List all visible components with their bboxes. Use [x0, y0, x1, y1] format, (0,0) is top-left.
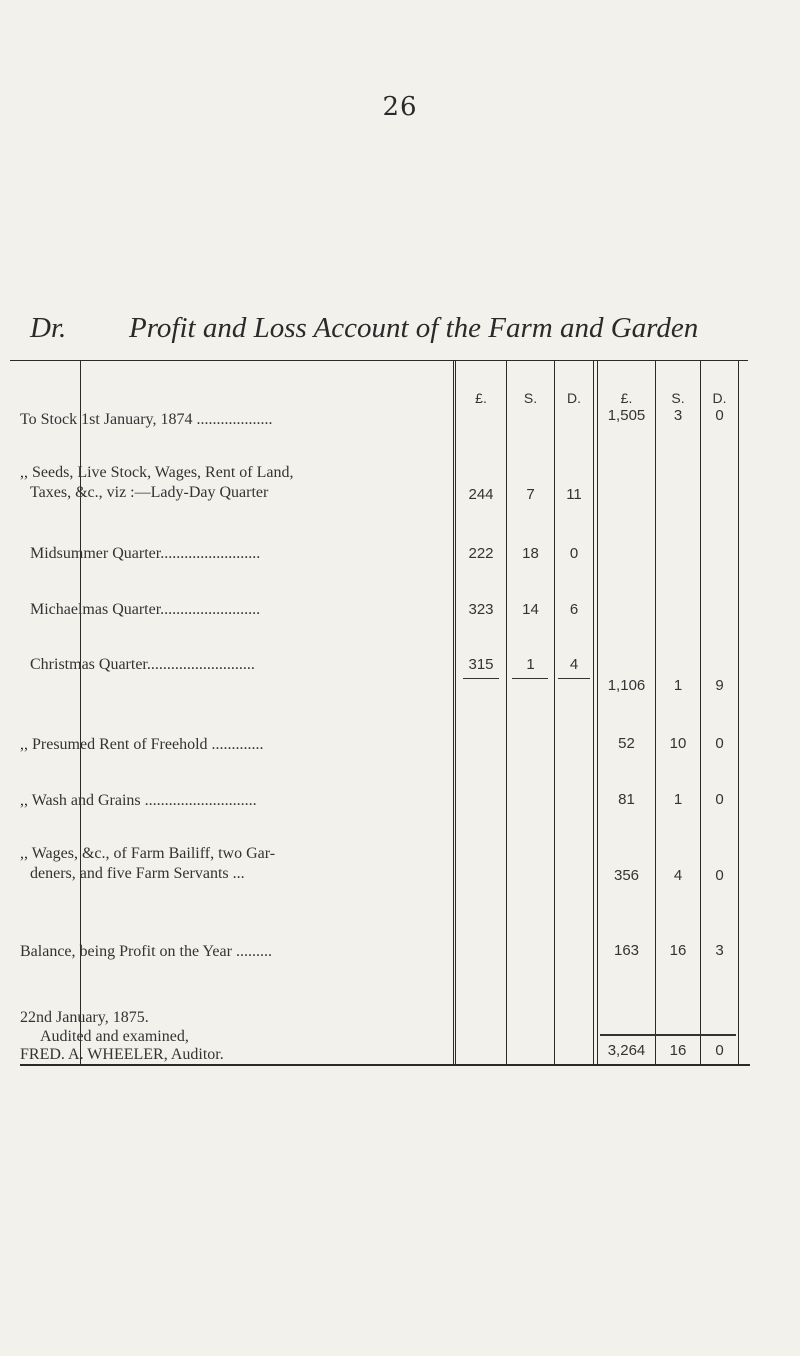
- item-shillings: 7: [526, 486, 535, 503]
- table-top-rule: [10, 360, 748, 361]
- total-pence-header: D.: [712, 390, 727, 406]
- col-divider: [554, 360, 555, 1064]
- item-pounds: 222: [468, 545, 494, 562]
- col-divider: [453, 360, 454, 1064]
- item-pence: 4: [569, 656, 579, 673]
- entry-label: ,, Seeds, Live Stock, Wages, Rent of Land,: [20, 464, 294, 481]
- page-number: 26: [382, 92, 418, 122]
- entry-label: ,, Wages, &c., of Farm Bailiff, two Gar-: [20, 845, 276, 862]
- total-shillings: 3: [673, 407, 683, 424]
- pence-header: D.: [567, 390, 581, 406]
- total-pence: 0: [715, 407, 724, 424]
- subtotal-shillings: 1: [673, 677, 683, 694]
- subtotal-rule: [558, 678, 590, 679]
- total-pence: 0: [715, 735, 724, 752]
- subtotal-pounds: 1,106: [607, 677, 646, 694]
- debit-label: Dr.: [30, 312, 67, 344]
- entry-label-continued: Taxes, &c., viz :—Lady-Day Quarter: [30, 484, 269, 501]
- subtotal-rule: [512, 678, 548, 679]
- item-shillings: 18: [522, 545, 539, 562]
- account-title: Profit and Loss Account of the Farm and Garden: [129, 312, 699, 344]
- subtotal-rule: [463, 678, 499, 679]
- entry-label: Midsummer Quarter.........................: [30, 545, 261, 562]
- total-shillings: 16: [669, 942, 687, 959]
- total-pence: 0: [715, 867, 724, 884]
- auditor-signature: FRED. A. WHEELER, Auditor.: [20, 1046, 224, 1063]
- total-pounds: 1,505: [607, 407, 646, 424]
- item-shillings: 14: [522, 601, 539, 618]
- entry-label: Balance, being Profit on the Year .........: [20, 943, 272, 960]
- audit-note: Audited and examined,: [40, 1028, 189, 1045]
- col-divider: [455, 360, 456, 1064]
- entry-label: Michaelmas Quarter.........................: [30, 601, 261, 618]
- item-pounds: 244: [468, 486, 494, 503]
- entry-label-continued: deners, and five Farm Servants ...: [30, 865, 245, 882]
- subtotal-pence: 9: [715, 677, 724, 694]
- total-shillings-header: S.: [671, 390, 685, 406]
- item-pence: 11: [566, 486, 582, 503]
- total-pence: 3: [715, 942, 724, 959]
- total-shillings: 1: [673, 791, 683, 808]
- total-pounds: 81: [618, 791, 635, 808]
- total-pounds: 356: [613, 867, 640, 884]
- grand-total-shillings: 16: [669, 1042, 687, 1059]
- item-pounds: 323: [468, 601, 494, 618]
- col-divider: [506, 360, 507, 1064]
- pounds-header: £.: [475, 390, 487, 406]
- entry-label: ,, Presumed Rent of Freehold .............: [20, 736, 264, 753]
- item-pence: 6: [569, 601, 579, 618]
- item-pounds: 315: [468, 656, 494, 673]
- entry-label: To Stock 1st January, 1874 ...................: [20, 411, 273, 428]
- total-pounds: 163: [613, 942, 640, 959]
- total-pounds: 52: [618, 735, 635, 752]
- total-pounds-header: £.: [620, 390, 633, 406]
- table-right-border: [738, 360, 739, 1064]
- entry-label: Christmas Quarter...........................: [30, 656, 255, 673]
- audit-date: 22nd January, 1875.: [20, 1009, 149, 1026]
- grand-total-rule: [600, 1034, 736, 1036]
- col-divider: [593, 360, 594, 1064]
- total-shillings: 4: [673, 867, 683, 884]
- grand-total-pence: 0: [715, 1042, 724, 1059]
- grand-total-pounds: 3,264: [607, 1042, 646, 1059]
- item-shillings: 1: [526, 656, 535, 673]
- entry-label: ,, Wash and Grains ............................: [20, 792, 257, 809]
- account-table: [20, 360, 739, 1066]
- item-pence: 0: [569, 545, 579, 562]
- total-shillings: 10: [669, 735, 687, 752]
- shillings-header: S.: [523, 390, 538, 406]
- total-pence: 0: [715, 791, 724, 808]
